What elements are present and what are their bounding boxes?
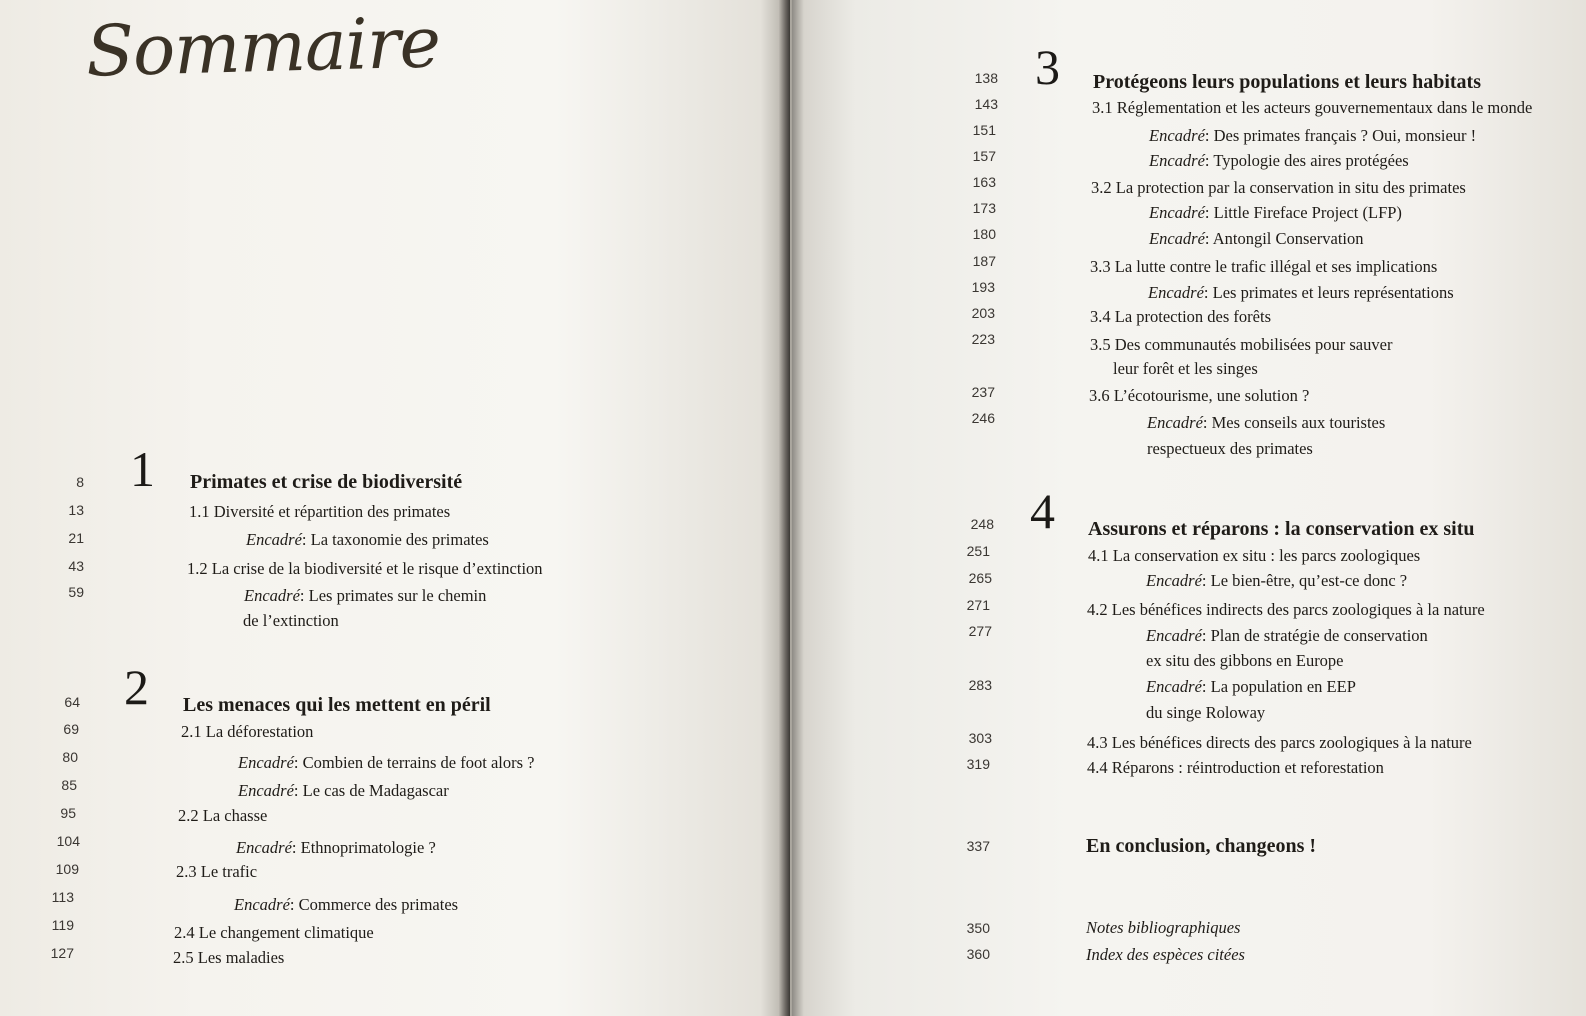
chapter-page-number: 248: [970, 516, 994, 532]
toc-entry: 1.2 La crise de la biodiversité et le risque d’extinction: [187, 559, 543, 578]
toc-box-text: : Les primates et leurs représentations: [1203, 283, 1454, 302]
toc-page-number: 113: [51, 889, 74, 905]
encadre-label: Encadré: [1146, 571, 1202, 590]
toc-entry: 4.3 Les bénéfices directs des parcs zoologiques à la nature: [1087, 733, 1472, 752]
toc-entry: 2.5 Les maladies: [173, 948, 285, 967]
toc-box-text: : Combien de terrains de foot alors ?: [293, 753, 535, 772]
toc-page-number: 237: [971, 384, 995, 400]
toc-entry: 3.3 La lutte contre le trafic illégal et ses implications: [1090, 257, 1438, 276]
toc-page-number: 203: [971, 305, 995, 321]
toc-page-number: 85: [61, 777, 77, 793]
toc-entry: 4.4 Réparons : réintroduction et reforestation: [1087, 758, 1384, 777]
toc-entry-continuation: leur forêt et les singes: [1113, 359, 1258, 378]
toc-box-entry: [238, 781, 449, 801]
toc-page-number: 223: [971, 331, 995, 347]
toc-page-number: 277: [968, 623, 992, 639]
toc-entry: 4.1 La conservation ex situ : les parcs zoologiques: [1088, 546, 1421, 565]
toc-box-entry: [1146, 677, 1356, 697]
chapter-number: 2: [124, 659, 149, 715]
toc-page-number: 143: [974, 96, 998, 112]
toc-box-text: : Plan de stratégie de conservation: [1201, 626, 1428, 645]
toc-box-text: : Commerce des primates: [289, 895, 459, 914]
toc-page-number: 319: [966, 756, 990, 772]
toc-page-number: 265: [968, 570, 992, 586]
toc-box-text: : Des primates français ? Oui, monsieur !: [1204, 126, 1477, 145]
toc-box-entry: [1149, 126, 1476, 146]
toc-entry: 3.6 L’écotourisme, une solution ?: [1089, 386, 1310, 405]
toc-page-number: 80: [62, 749, 78, 765]
encadre-label: Encadré: [238, 753, 294, 772]
toc-box-text: : La taxonomie des primates: [301, 530, 489, 549]
index-entry: Index des espèces citées: [1086, 945, 1245, 964]
right-page: [792, 0, 1586, 1016]
toc-page-number: 151: [972, 122, 996, 138]
chapter-number: 1: [130, 441, 155, 497]
toc-entry: 3.5 Des communautés mobilisées pour sauver: [1090, 335, 1393, 354]
toc-box-text: : Typologie des aires protégées: [1204, 151, 1409, 170]
toc-box-text: : Le cas de Madagascar: [293, 781, 449, 800]
encadre-label: Encadré: [236, 838, 292, 857]
toc-box-text: : Ethnoprimatologie ?: [291, 838, 436, 857]
chapter-title: Assurons et réparons : la conservation ex situ: [1088, 518, 1475, 540]
encadre-label: Encadré: [238, 781, 294, 800]
toc-box-entry: [1147, 413, 1385, 433]
encadre-label: Encadré: [1149, 126, 1205, 145]
toc-entry-continuation: respectueux des primates: [1147, 439, 1313, 458]
book-spine: [778, 0, 790, 1016]
toc-box-text: : Les primates sur le chemin: [299, 586, 487, 605]
toc-page-number: 95: [60, 805, 76, 821]
toc-entry: 2.3 Le trafic: [176, 862, 258, 881]
encadre-label: Encadré: [1149, 151, 1205, 170]
toc-page-number: 109: [55, 861, 79, 877]
chapter-title: Les menaces qui les mettent en péril: [183, 694, 491, 716]
toc-page-number: 251: [966, 543, 990, 559]
toc-page-number: 59: [68, 584, 84, 600]
conclusion-title: En conclusion, changeons !: [1086, 835, 1317, 857]
toc-box-text: : Le bien-être, qu’est-ce donc ?: [1201, 571, 1408, 590]
toc-page-number: 69: [63, 721, 79, 737]
toc-entry-continuation: du singe Roloway: [1146, 703, 1266, 722]
toc-box-entry: [1146, 571, 1407, 591]
toc-page-number: 157: [972, 148, 996, 164]
toc-page-number: 173: [972, 200, 996, 216]
toc-page-number: 303: [968, 730, 992, 746]
toc-entry-continuation: ex situ des gibbons en Europe: [1146, 651, 1344, 670]
toc-box-text: : Little Fireface Project (LFP): [1204, 203, 1402, 222]
toc-box-entry: [244, 586, 486, 606]
encadre-label: Encadré: [246, 530, 302, 549]
toc-entry: 4.2 Les bénéfices indirects des parcs zoologiques à la nature: [1087, 600, 1485, 619]
toc-box-text: : La population en EEP: [1201, 677, 1356, 696]
toc-box-entry: [1148, 283, 1454, 303]
toc-entry: 3.2 La protection par la conservation in situ des primates: [1091, 178, 1466, 197]
left-page: [0, 0, 792, 1016]
chapter-page-number: 138: [974, 70, 998, 86]
toc-entry-continuation: de l’extinction: [243, 611, 339, 630]
toc-page-number: 163: [972, 174, 996, 190]
chapter-title: Primates et crise de biodiversité: [190, 471, 463, 493]
toc-entry: 3.4 La protection des forêts: [1090, 307, 1271, 326]
toc-page-number: 283: [968, 677, 992, 693]
toc-page-number: 13: [68, 502, 84, 518]
toc-page-number: 271: [966, 597, 990, 613]
toc-entry: 2.1 La déforestation: [181, 722, 314, 741]
toc-page-number: 360: [966, 946, 990, 962]
toc-page-number: 104: [56, 833, 80, 849]
page-title: Sommaire: [84, 1, 441, 93]
chapter-number: 3: [1035, 39, 1060, 95]
toc-box-entry: [234, 895, 458, 915]
toc-box-entry: [236, 838, 436, 858]
chapter-number: 4: [1030, 483, 1055, 539]
toc-box-entry: [1146, 626, 1428, 646]
encadre-label: Encadré: [1149, 229, 1205, 248]
encadre-label: Encadré: [244, 586, 300, 605]
toc-page-number: 350: [966, 920, 990, 936]
encadre-label: Encadré: [234, 895, 290, 914]
toc-page-number: 119: [51, 917, 74, 933]
toc-page-number: 187: [972, 253, 996, 269]
toc-box-entry: [1149, 229, 1364, 249]
toc-box-text: : Mes conseils aux touristes: [1202, 413, 1386, 432]
toc-entry: 2.2 La chasse: [178, 806, 268, 825]
notes-entry: Notes bibliographiques: [1086, 918, 1241, 937]
toc-page-number: 193: [971, 279, 995, 295]
toc-box-entry: [246, 530, 489, 550]
encadre-label: Encadré: [1147, 413, 1203, 432]
toc-box-entry: [1149, 203, 1402, 223]
chapter-page-number: 8: [76, 474, 84, 490]
conclusion-page-number: 337: [966, 838, 990, 854]
toc-entry: 1.1 Diversité et répartition des primates: [189, 502, 451, 521]
toc-page-number: 180: [972, 226, 996, 242]
toc-entry: 2.4 Le changement climatique: [174, 923, 374, 942]
encadre-label: Encadré: [1149, 203, 1205, 222]
toc-box-text: : Antongil Conservation: [1204, 229, 1364, 248]
encadre-label: Encadré: [1146, 626, 1202, 645]
toc-page-number: 246: [971, 410, 995, 426]
chapter-page-number: 64: [64, 694, 80, 710]
encadre-label: Encadré: [1146, 677, 1202, 696]
chapter-title: Protégeons leurs populations et leurs habitats: [1093, 71, 1481, 93]
toc-box-entry: [238, 753, 534, 773]
toc-box-entry: [1149, 151, 1409, 171]
encadre-label: Encadré: [1148, 283, 1204, 302]
toc-entry: 3.1 Réglementation et les acteurs gouvernementaux dans le monde: [1092, 98, 1533, 117]
toc-page-number: 43: [68, 558, 84, 574]
toc-page-number: 127: [50, 945, 74, 961]
toc-page-number: 21: [68, 530, 84, 546]
